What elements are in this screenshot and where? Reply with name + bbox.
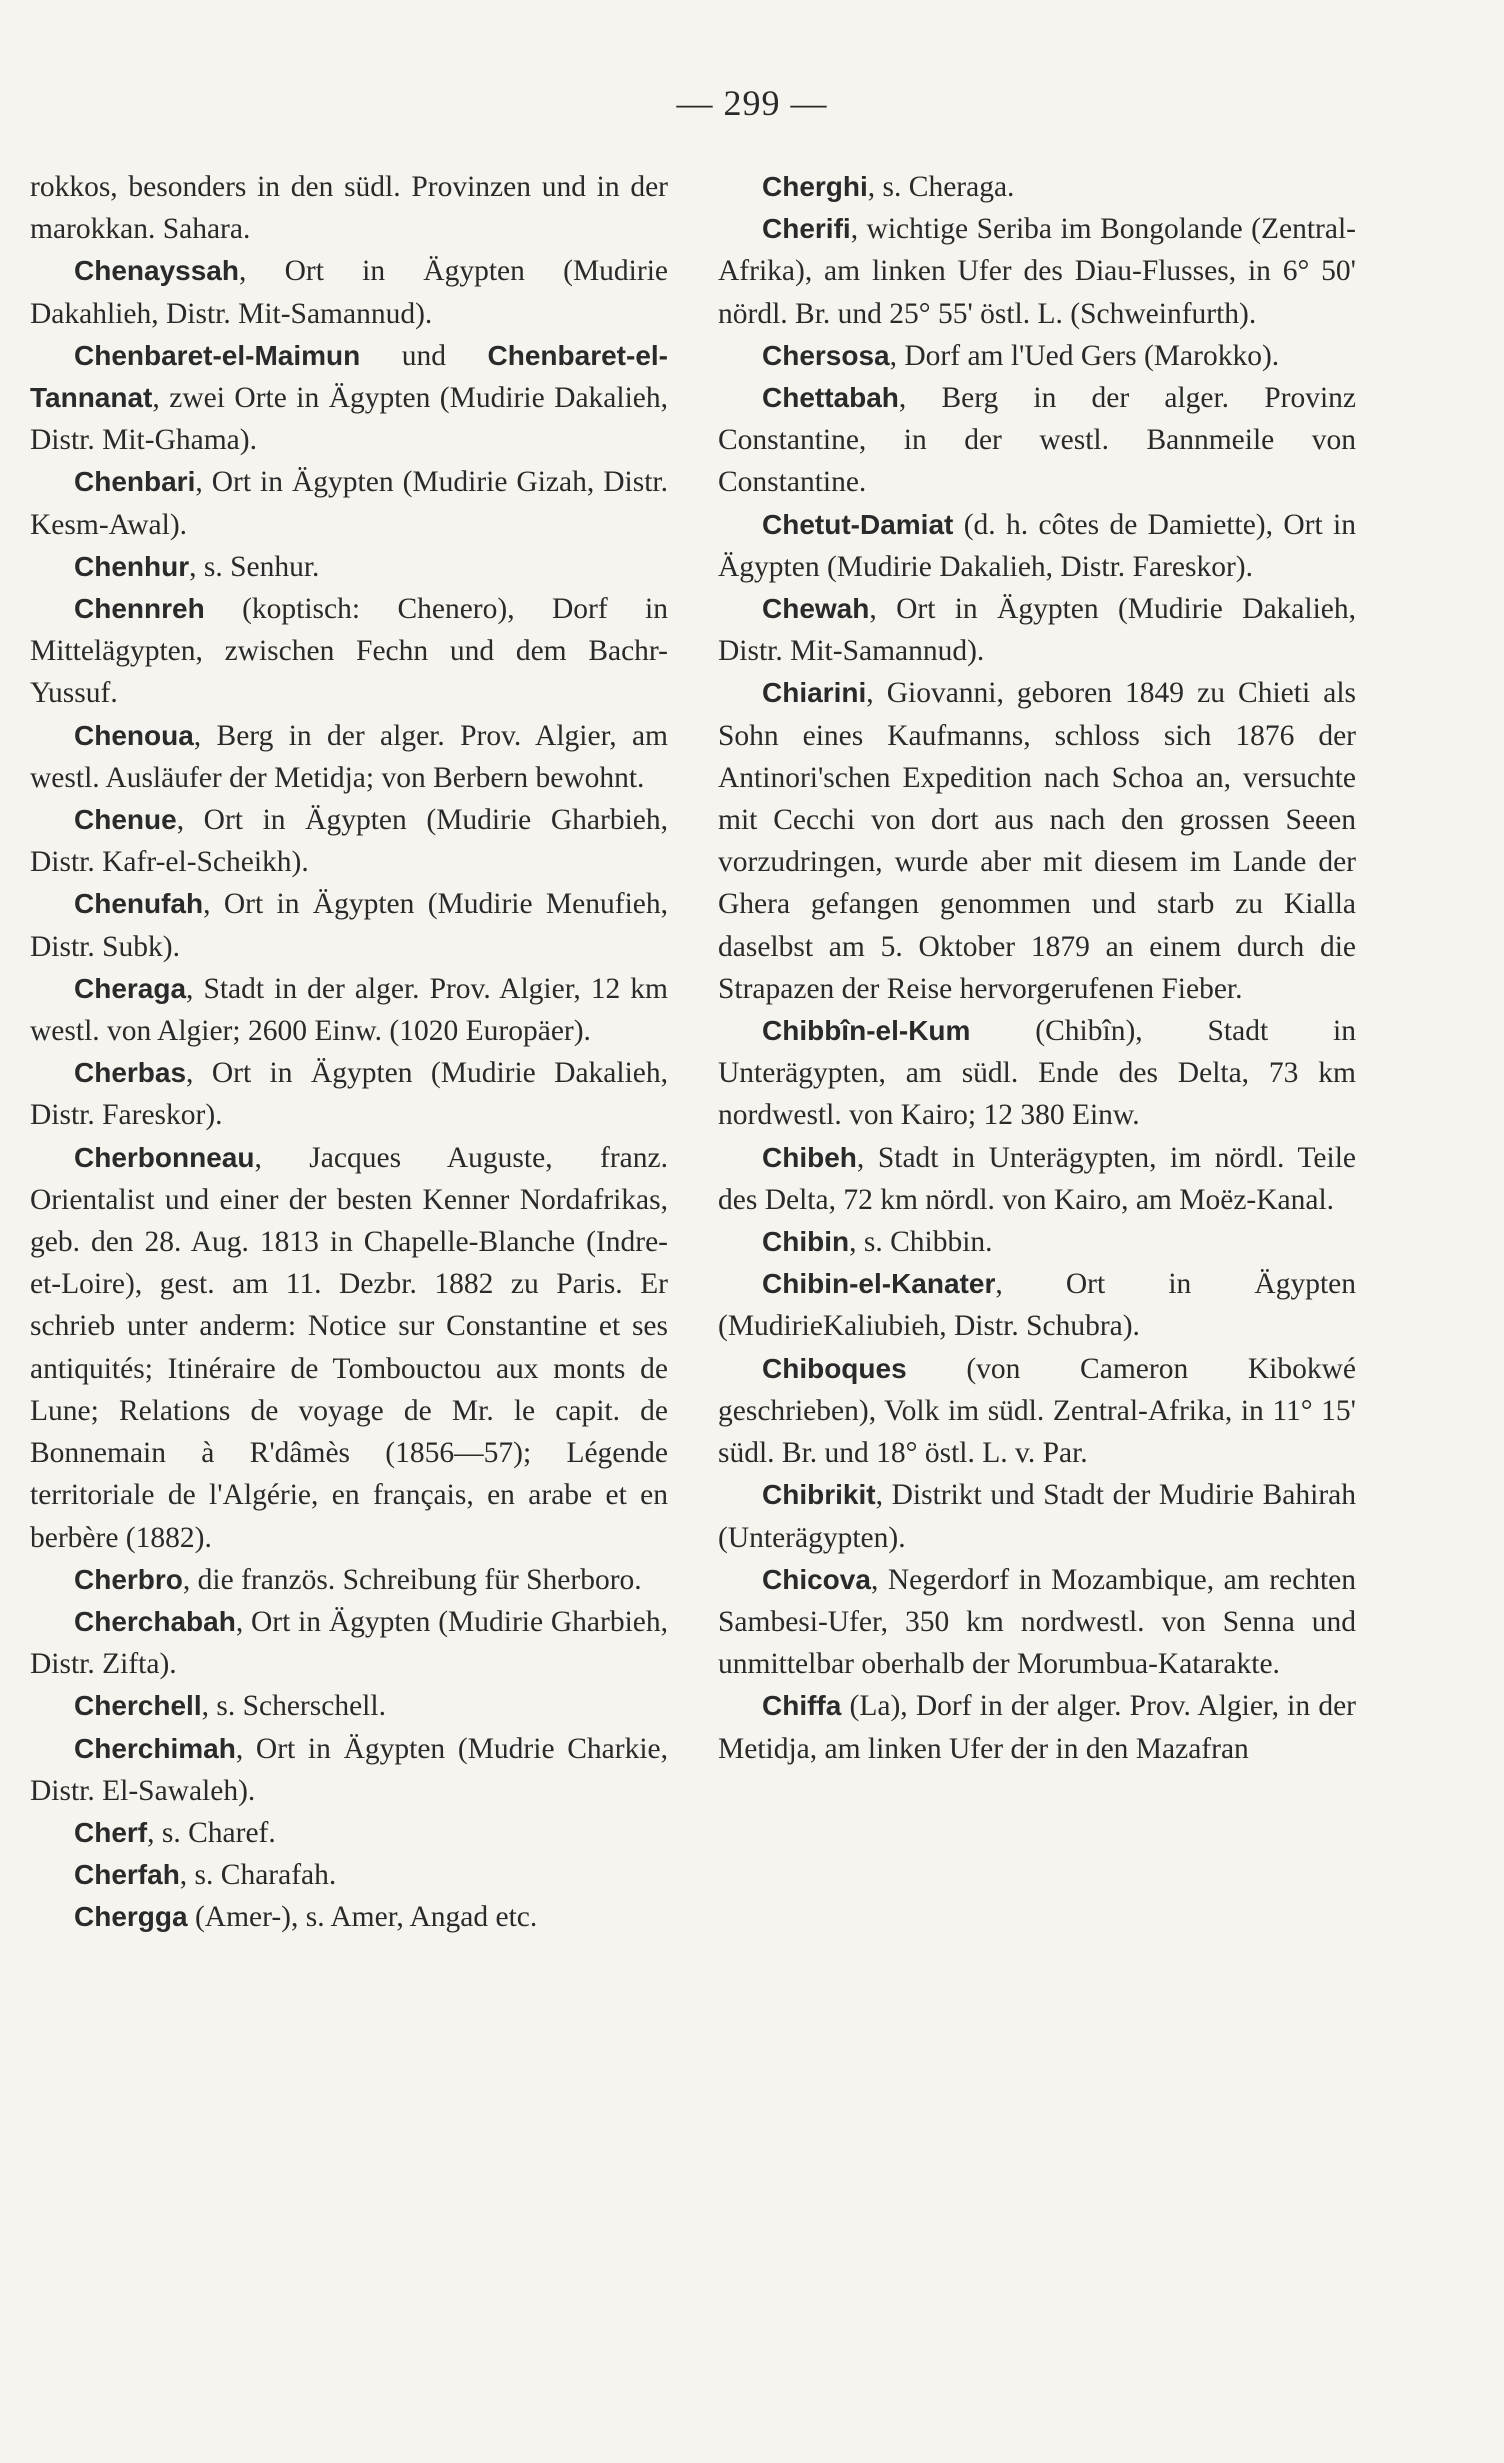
entry-text: , s. Scherschell. xyxy=(201,1690,386,1723)
entry-text-secondary: , zwei Orte in Ägypten (Mudirie Dakalieh, Distr. Mit-Ghama). xyxy=(30,382,668,457)
entry-text: , Ort in Ägypten (Mudirie Gharbieh, Distr. Kafr-el-Scheikh). xyxy=(30,804,668,879)
entry-cherchabah xyxy=(30,1601,668,1685)
lemma: Chenayssah xyxy=(74,255,239,287)
entry-chicova xyxy=(718,1559,1356,1686)
lemma: Chenue xyxy=(74,804,177,836)
lemma: Chennreh xyxy=(74,593,205,625)
entry-chennreh xyxy=(30,588,668,715)
lemma: Chetut-Damiat xyxy=(762,508,954,540)
entry-chenbari xyxy=(30,461,668,545)
entry-text: , Distrikt und Stadt der Mudirie Bahirah (Unterägypten). xyxy=(718,1479,1356,1554)
lemma: Chicova xyxy=(762,1563,871,1595)
entry-chibeh xyxy=(718,1137,1356,1221)
entry-text: , s. Senhur. xyxy=(189,550,320,583)
entry-text: , Jacques Auguste, franz. Orientalist und einer der besten Kenner Nordafrikas, geb. den 28. Aug. 1813 in Chapelle-Blanche (Indre-et-Loire), gest. am 11. Dezbr. 1882 zu Paris. Er schrieb unter anderm: Notice sur Constantine et ses antiquités; Itinéraire de Tombouctou aux monts de Lune; Relations de voyage de Mr. le capit. de Bonnemain à R'dâmès (1856—57); Légende territoriale de l'Algérie, en français, en arabe et en berbère (1882). xyxy=(30,1141,668,1554)
entry-text: , s. Cheraga. xyxy=(867,171,1015,203)
entry-chiboques xyxy=(718,1348,1356,1475)
continuation-text: rokkos, besonders in den südl. Provinzen und in der marokkan. Sahara. xyxy=(30,171,668,246)
entry-text: , Ort in Ägypten (Mudrie Charkie, Distr. El-Sawaleh). xyxy=(30,1732,668,1807)
lemma-secondary: Chenbaret-el-Tannanat xyxy=(30,339,668,414)
entry-text: (Amer-), s. Amer, Angad etc. xyxy=(187,1901,538,1934)
entry-chiarini xyxy=(718,672,1356,1010)
entry-cherf xyxy=(30,1812,668,1854)
entry-text: , Ort in Ägypten (Mudirie Dakahlieh, Distr. Mit-Samannud). xyxy=(30,255,668,330)
entry-text: (d. h. côtes de Damiette), Ort in Ägypten (Mudirie Dakalieh, Distr. Fareskor). xyxy=(718,508,1356,583)
entry-chibin xyxy=(718,1221,1356,1263)
lemma: Cherghi xyxy=(762,171,868,202)
entry-chettabah xyxy=(718,377,1356,504)
entry-chersosa xyxy=(718,335,1356,377)
right-column xyxy=(718,166,1356,1770)
entry-cheraga xyxy=(30,968,668,1052)
entry-chergga xyxy=(30,1896,668,1938)
entry-chibbin-el-kum xyxy=(718,1010,1356,1137)
lemma: Chibbîn-el-Kum xyxy=(762,1015,971,1047)
left-column xyxy=(30,166,668,1939)
lemma: Cherchimah xyxy=(74,1732,236,1764)
entry-chetut-damiat xyxy=(718,504,1356,588)
lemma: Chibin-el-Kanater xyxy=(762,1268,996,1300)
lemma: Chenbaret-el-Maimun xyxy=(74,339,361,371)
entry-cherbonneau xyxy=(30,1137,668,1559)
entry-text: , Ort in Ägypten (Mudirie Dakalieh, Distr. Fareskor). xyxy=(30,1057,668,1132)
entry-cherbro xyxy=(30,1559,668,1601)
entry-cherifi xyxy=(718,208,1356,335)
lemma: Cherf xyxy=(74,1816,148,1848)
lemma: Chenufah xyxy=(74,888,204,920)
lemma: Chibrikit xyxy=(762,1479,876,1511)
entry-chenayssah xyxy=(30,250,668,334)
entry-chewah xyxy=(718,588,1356,672)
entry-text: , Berg in der alger. Prov. Algier, am westl. Ausläufer der Metidja; von Berbern bewohnt. xyxy=(30,719,668,794)
entry-text: , Stadt in der alger. Prov. Algier, 12 km westl. von Algier; 2600 Einw. (1020 Europäer). xyxy=(30,972,668,1048)
entry-text: , Ort in Ägypten (Mudirie Gizah, Distr. Kesm-Awal). xyxy=(30,466,668,541)
entry-cherghi xyxy=(718,166,1356,208)
entry-text: und xyxy=(360,339,488,372)
entry-text: , die französ. Schreibung für Sherboro. xyxy=(182,1563,642,1596)
entry-text: (koptisch: Chenero), Dorf in Mittelägypten, zwischen Fechn und dem Bachr-Yussuf. xyxy=(30,593,668,710)
entry-text: , s. Charafah. xyxy=(179,1859,337,1892)
lemma: Chibeh xyxy=(762,1141,857,1173)
entry-text: (Chibîn), Stadt in Unterägypten, am südl. Ende des Delta, 73 km nordwestl. von Kairo; 12 380 Einw. xyxy=(718,1015,1356,1132)
lemma: Cherifi xyxy=(762,213,851,245)
entry-chenhur xyxy=(30,546,668,588)
entry-chenbaret xyxy=(30,335,668,462)
entry-text: (La), Dorf in der alger. Prov. Algier, in der Metidja, am linken Ufer der in den Mazafran xyxy=(718,1690,1356,1765)
entry-text: , Berg in der alger. Provinz Constantine, in der westl. Bannmeile von Constantine. xyxy=(718,382,1356,499)
lemma: Cherbonneau xyxy=(74,1141,255,1173)
lemma: Chiffa xyxy=(762,1690,842,1722)
entry-cherbas xyxy=(30,1052,668,1136)
entry-chenue xyxy=(30,799,668,883)
lemma: Chergga xyxy=(74,1901,188,1933)
entry-text: , Ort in Ägypten (Mudirie Menufieh, Distr. Subk). xyxy=(30,888,668,963)
entry-text: , s. Charef. xyxy=(147,1816,276,1849)
entry-cherchell xyxy=(30,1685,668,1727)
lemma: Chenhur xyxy=(74,550,190,582)
lemma: Cherchabah xyxy=(74,1605,236,1637)
lemma: Cherbro xyxy=(74,1563,183,1595)
entry-chiffa xyxy=(718,1685,1356,1769)
entry-text: (von Cameron Kibokwé geschrieben), Volk im südl. Zentral-Afrika, in 11° 15' südl. Br. und 18° östl. L. v. Par. xyxy=(718,1352,1356,1470)
entry-chenufah xyxy=(30,883,668,967)
lemma: Chenbari xyxy=(74,466,196,498)
lemma: Cheraga xyxy=(74,972,187,1004)
entry-text: , Ort in Ägypten (MudirieKaliubieh, Distr. Schubra). xyxy=(718,1268,1356,1343)
entry-chibin-el-kanater xyxy=(718,1263,1356,1347)
lemma: Chettabah xyxy=(762,382,899,414)
lemma: Chibin xyxy=(762,1226,850,1258)
entry-text: , s. Chibbin. xyxy=(849,1226,993,1259)
entry-text: , Giovanni, geboren 1849 zu Chieti als Sohn eines Kaufmanns, schloss sich 1876 der Antinori'schen Expedition nach Schoa an, versuchte mit Cecchi von dort aus nach den grossen Seeen vorzudringen, wurde aber mit diesem im Lande der Ghera gefangen genommen und starb zu Kialla daselbst am 5. Oktober 1879 an einem durch die Strapazen der Reise hervorgerufenen Fieber. xyxy=(718,677,1356,1005)
entry-text: , wichtige Seriba im Bongolande (Zentral-Afrika), am linken Ufer des Diau-Flusses, in 6° 50' nördl. Br. und 25° 55' östl. L. (Schweinfurth). xyxy=(718,213,1356,330)
lemma: Chiarini xyxy=(762,677,867,709)
lemma: Chersosa xyxy=(762,339,890,371)
lemma: Cherbas xyxy=(74,1057,187,1089)
entry-text: , Dorf am l'Ued Gers (Marokko). xyxy=(889,339,1280,372)
entry-chibrikit xyxy=(718,1474,1356,1558)
page-number-header: — 299 — xyxy=(676,83,828,123)
lemma: Cherfah xyxy=(74,1859,180,1891)
entry-cherchimah xyxy=(30,1728,668,1812)
entry-text: , Ort in Ägypten (Mudirie Gharbieh, Distr. Zifta). xyxy=(30,1605,668,1681)
entry-text: , Stadt in Unterägypten, im nördl. Teile des Delta, 72 km nördl. von Kairo, am Moëz-Kanal. xyxy=(718,1141,1356,1216)
lemma: Chiboques xyxy=(762,1352,907,1384)
lemma: Chenoua xyxy=(74,719,194,751)
entry-text: , Ort in Ägypten (Mudirie Dakalieh, Distr. Mit-Samannud). xyxy=(718,593,1356,668)
lemma: Chewah xyxy=(762,593,870,625)
entry-text: , Negerdorf in Mozambique, am rechten Sambesi-Ufer, 350 km nordwestl. von Senna und unmittelbar oberhalb der Morumbua-Katarakte. xyxy=(718,1563,1356,1681)
entry-chenoua xyxy=(30,715,668,799)
lemma: Cherchell xyxy=(74,1690,202,1722)
entry-cherfah xyxy=(30,1854,668,1896)
